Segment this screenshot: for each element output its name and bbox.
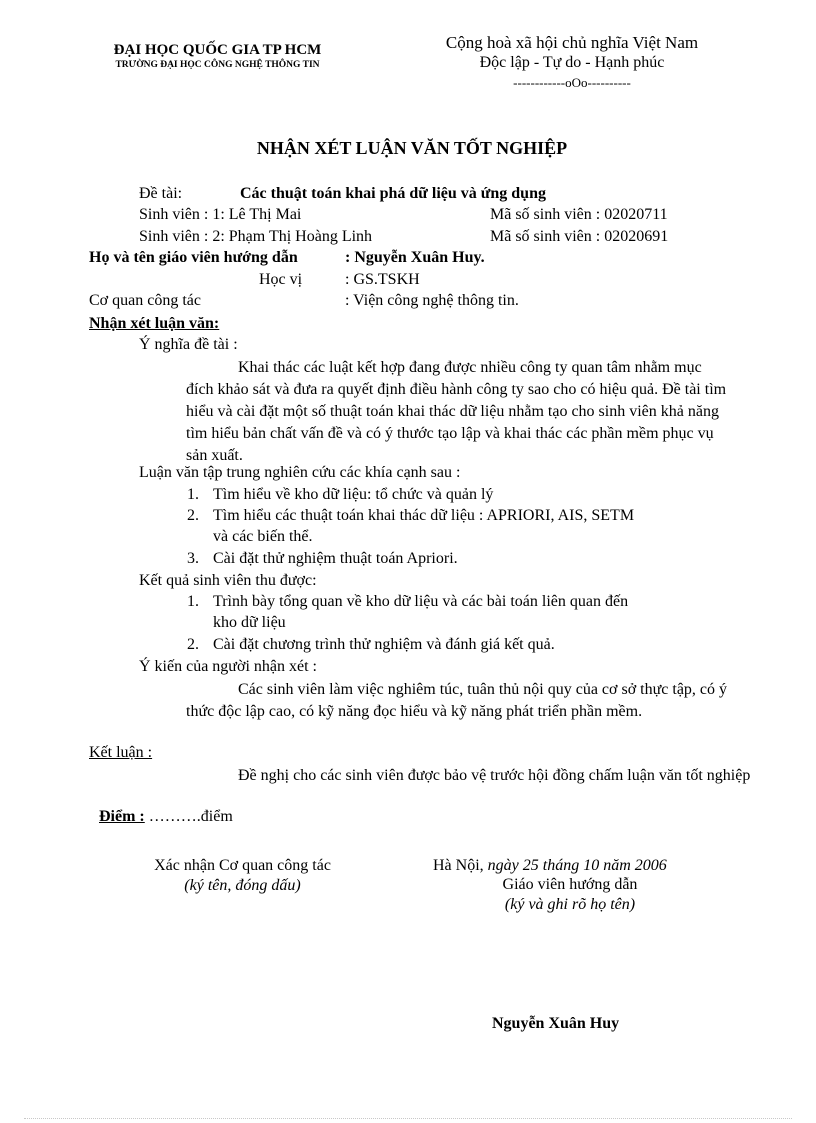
result-item-2-num: 2.	[187, 636, 199, 653]
meaning-text: Khai thác các luật kết hợp đang được nhiều công ty quan tâm nhằm mục đích khảo sát và đưa ra quyết định điều hành công ty sao cho có hiệu quả. Đề tài tìm hiểu và cài đặt một số thuật toán khai thác dữ liệu nhằm tạo cho sinh viên khả năng tìm hiểu bản chất vấn đề và có ý thước tạo lập và khai thác các phần mềm phục vụ sản xuất.	[186, 359, 727, 464]
focus-item-2-num: 2.	[187, 507, 199, 524]
school-name: TRƯỜNG ĐẠI HỌC CÔNG NGHỆ THÔNG TIN	[115, 60, 320, 70]
student-1-id: Mã số sinh viên : 02020711	[490, 206, 668, 223]
focus-item-2-text: Tìm hiểu các thuật toán khai thác dữ liệu : APRIORI, AIS, SETM	[213, 507, 635, 524]
score-label: Điểm :	[99, 808, 145, 825]
university-name: ĐẠI HỌC QUỐC GIA TP HCM	[113, 42, 322, 58]
degree-label: Học vị	[259, 271, 303, 288]
degree-value: : GS.TSKH	[345, 271, 420, 288]
advisor-value: : Nguyễn Xuân Huy.	[345, 249, 485, 266]
focus-item-1-text: Tìm hiểu về kho dữ liệu: tổ chức và quản lý	[213, 486, 494, 503]
result-item-1-num: 1.	[187, 593, 199, 610]
student-2-id: Mã số sinh viên : 02020691	[490, 228, 669, 245]
result-item-1-text: Trình bày tổng quan về kho dữ liệu và các bài toán liên quan đến	[213, 593, 629, 610]
document-title: NHẬN XÉT LUẬN VĂN TỐT NGHIỆP	[256, 138, 568, 158]
focus-label: Luận văn tập trung nghiên cứu các khía cạnh sau :	[139, 464, 461, 481]
result-item-1-text-cont: kho dữ liệu	[213, 614, 286, 631]
topic-label: Đề tài:	[139, 185, 183, 202]
results-label: Kết quả sinh viên thu được:	[139, 572, 317, 589]
right-signature-title: Giáo viên hướng dẫn	[502, 876, 638, 893]
signature-place: Hà Nội,	[433, 857, 484, 874]
focus-item-2-text-cont: và các biến thể.	[213, 528, 313, 545]
signature-date-line	[433, 857, 667, 875]
national-motto: Độc lập - Tự do - Hạnh phúc	[479, 54, 665, 71]
signer-name: Nguyễn Xuân Huy	[492, 1015, 620, 1032]
focus-item-3-text: Cài đặt thử nghiệm thuật toán Apriori.	[213, 550, 458, 567]
score-row	[99, 808, 233, 826]
student-2: Sinh viên : 2: Phạm Thị Hoàng Linh	[139, 228, 373, 245]
page-bottom-divider	[24, 1118, 792, 1119]
left-signature-title: Xác nhận Cơ quan công tác	[154, 857, 331, 874]
advisor-label: Họ và tên giáo viên hướng dẫn	[89, 249, 298, 266]
score-value: ……….điểm	[148, 808, 233, 825]
topic-value: Các thuật toán khai phá dữ liệu và ứng dụng	[240, 185, 546, 202]
review-heading: Nhận xét luận văn:	[89, 315, 220, 332]
result-item-2-text: Cài đặt chương trình thử nghiệm và đánh giá kết quả.	[213, 636, 555, 653]
left-signature-note: (ký tên, đóng dấu)	[184, 877, 301, 894]
workplace-label: Cơ quan công tác	[89, 292, 201, 309]
republic-title: Cộng hoà xã hội chủ nghĩa Việt Nam	[445, 33, 699, 52]
opinion-text: Các sinh viên làm việc nghiêm túc, tuân thủ nội quy của cơ sở thực tập, có ý thức độc lập cao, có kỹ năng đọc hiểu và kỹ năng phát triển phần mềm.	[186, 681, 728, 720]
workplace-value: : Viện công nghệ thông tin.	[345, 292, 519, 309]
opinion-label: Ý kiến của người nhận xét :	[139, 658, 317, 675]
conclusion-paragraph	[186, 765, 751, 787]
focus-item-3-num: 3.	[187, 550, 199, 567]
student-1: Sinh viên : 1: Lê Thị Mai	[139, 206, 302, 223]
right-signature-note: (ký và ghi rõ họ tên)	[504, 896, 636, 913]
meaning-label: Ý nghĩa đề tài :	[139, 336, 238, 353]
opinion-paragraph	[186, 679, 731, 723]
header-separator: ------------oOo----------	[513, 75, 631, 90]
focus-item-1-num: 1.	[187, 486, 199, 503]
conclusion-text: Đề nghị cho các sinh viên được bảo vệ trước hội đồng chấm luận văn tốt nghiệp	[238, 767, 751, 784]
signature-date: ngày 25 tháng 10 năm 2006	[487, 857, 667, 874]
meaning-paragraph	[186, 357, 731, 467]
conclusion-label: Kết luận :	[89, 744, 153, 761]
